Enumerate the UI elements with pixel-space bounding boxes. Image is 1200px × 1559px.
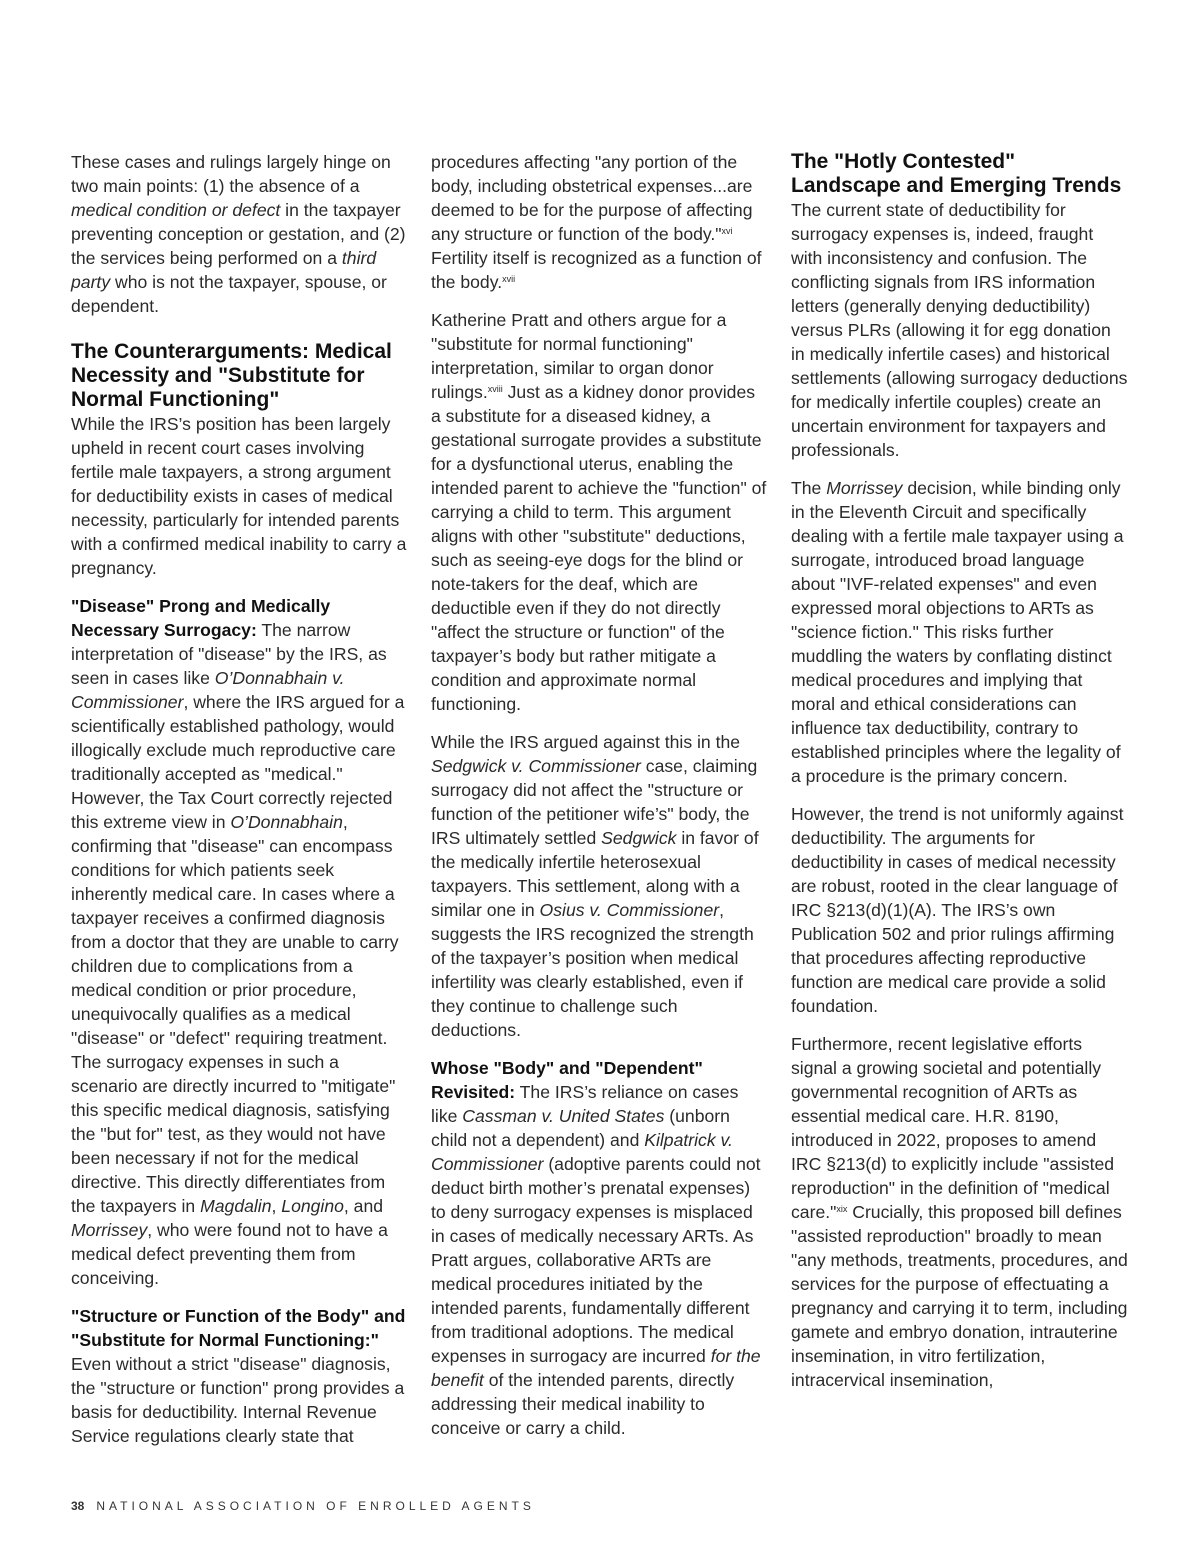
paragraph: Katherine Pratt and others argue for a "substitute for normal functioning" interpretation, similar to organ donor rulings.$^{xviii}$ Just as a kidney donor provides a substitute for a diseased kidney, a gestational surrogate provides a substitute for a dysfunctional uterus, enabling the intended parent to achieve the "function" of carrying a child to term. This argument aligns with other "substitute" deductions, such as seeing-eye dogs for the blind or note-takers for the deaf, which are deductible even if they do not directly "affect the structure or function" of the taxpayer’s body but rather mitigate a condition and approximate normal functioning. [431,310,767,714]
paragraph: Furthermore, recent legislative efforts signal a growing societal and potentially governmental recognition of ARTs as essential medical care. H.R. 8190, introduced in 2022, proposes to amend IRC §213(d) to explicitly include "assisted reproduction" in the definition of "medical care."$^{xix}$ Crucially, this proposed bill defines "assisted reproduction" broadly to mean "any methods, treatments, procedures, and services for the purpose of effectuating a pregnancy and carrying it to term, including gamete and embryo donation, intrauterine insemination, in vitro fertilization, intracervical insemination, [791,1034,1128,1390]
paragraph: Whose "Body" and "Dependent" Revisited: The IRS’s reliance on cases like Cassman v. United States (unborn child not a dependent) and Kilpatrick v. Commissioner (adoptive parents could not deduct birth mother’s prenatal expenses) to deny surrogacy expenses is misplaced in cases of medically necessary ARTs. As Pratt argues, collaborative ARTs are medical procedures initiated by the intended parents, fundamentally different from traditional adoptions. The medical expenses in surrogacy are incurred for the benefit of the intended parents, directly addressing their medical inability to conceive or carry a child. [431,1058,761,1438]
text-column-1 [71,150,409,1462]
paragraph: "Structure or Function of the Body" and "Substitute for Normal Functioning:" Even without a strict "disease" diagnosis, the "structure or function" prong provides a basis for deductibility. Internal Revenue Service regulations clearly state that [71,1306,406,1446]
section-heading: The Counterarguments: Medical Necessity and "Substitute for Normal Functioning" [71,340,392,411]
footnote-ref: xviii [487,384,503,394]
paragraph: The current state of deductibility for surrogacy expenses is, indeed, fraught with inconsistency and confusion. The conflicting signals from IRS information letters (generally denying deductibility) versus PLRs (allowing it for egg donation in medically infertile cases) and historical settlements (allowing surrogacy deductions for medically infertile couples) create an uncertain environment for taxpayers and professionals. [791,200,1128,460]
text-column-3 [791,150,1129,1406]
paragraph-lead: "Disease" Prong and Medically Necessary Surrogacy: [71,596,331,640]
text-column-2 [431,150,769,1454]
paragraph: The Morrissey decision, while binding only in the Eleventh Circuit and specifically dealing with a fertile male taxpayer using a surrogate, introduced broad language about "IVF-related expenses" and even expressed moral objections to ARTs as "science fiction." This risks further muddling the waters by conflating distinct medical procedures and implying that moral and ethical considerations can influence tax deductibility, contrary to established principles where the legality of a procedure is the primary concern. [791,478,1124,786]
footnote-ref: xvii [502,274,516,284]
footnote-ref: xix [836,1204,848,1214]
paragraph-lead: Whose "Body" and "Dependent" Revisited: [431,1058,703,1102]
section-heading: The "Hotly Contested" Landscape and Emerging Trends [791,150,1122,197]
paragraph: These cases and rulings largely hinge on two main points: (1) the absence of a medical condition or defect in the taxpayer preventing conception or gestation, and (2) the services being performed on a third party who is not the taxpayer, spouse, or dependent. [71,152,406,316]
footnote-ref: xvi [721,226,733,236]
publication-name: NATIONAL ASSOCIATION OF ENROLLED AGENTS [96,1499,535,1513]
paragraph-lead: "Structure or Function of the Body" and "Substitute for Normal Functioning:" [71,1306,406,1350]
paragraph: While the IRS argued against this in the Sedgwick v. Commissioner case, claiming surrogacy did not affect the "structure or function of the petitioner wife’s" body, the IRS ultimately settled Sedgwick in favor of the medically infertile heterosexual taxpayers. This settlement, along with a similar one in Osius v. Commissioner, suggests the IRS recognized the strength of the taxpayer’s position when medical infertility was clearly established, even if they continue to challenge such deductions. [431,732,759,1040]
paragraph: While the IRS’s position has been largely upheld in recent court cases involving fertile male taxpayers, a strong argument for deductibility exists in cases of medical necessity, particularly for intended parents with a confirmed medical inability to carry a pregnancy. [71,414,407,578]
paragraph: However, the trend is not uniformly against deductibility. The arguments for deductibility in cases of medical necessity are robust, rooted in the clear language of IRC §213(d)(1)(A). The IRS’s own Publication 502 and prior rulings affirming that procedures affecting reproductive function are medical care provide a solid foundation. [791,804,1124,1016]
page-number: 38 [71,1499,85,1513]
paragraph: "Disease" Prong and Medically Necessary Surrogacy: The narrow interpretation of "disease" by the IRS, as seen in cases like O’Donnabhain v. Commissioner, where the IRS argued for a scientifically established pathology, would illogically exclude much reproductive care traditionally accepted as "medical." However, the Tax Court correctly rejected this extreme view in O’Donnabhain, confirming that "disease" can encompass conditions for which patients seek inherently medical care. In cases where a taxpayer receives a confirmed diagnosis from a doctor that they are unable to carry children due to complications from a medical condition or prior procedure, unequivocally qualifies as a medical "disease" or "defect" requiring treatment. The surrogacy expenses in such a scenario are directly incurred to "mitigate" this specific medical diagnosis, satisfying the "but for" test, as they would not have been necessary if not for the medical directive. This directly differentiates from the taxpayers in Magdalin, Longino, and Morrissey, who were found not to have a medical defect preventing them from conceiving. [71,596,405,1288]
paragraph: procedures affecting "any portion of the body, including obstetrical expenses...are deemed to be for the purpose of affecting any structure or function of the body."$^{xvi}$ Fertility itself is recognized as a function of the body.$^{xvii}$ [431,152,762,292]
page-footer [71,1499,535,1513]
